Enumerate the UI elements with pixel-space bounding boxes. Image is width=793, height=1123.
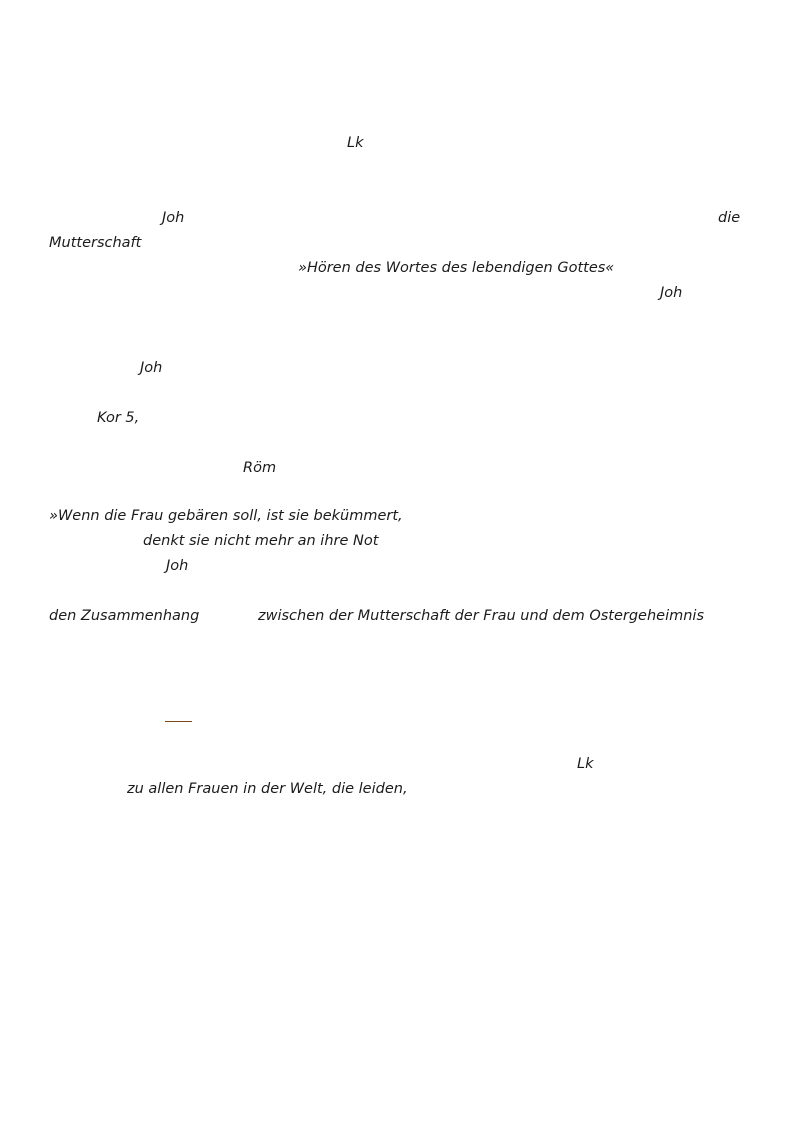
emphasis-zusammenhang: den Zusammenhang xyxy=(49,608,200,624)
citation-lk-1: Lk xyxy=(347,135,364,151)
emphasis-die: die xyxy=(718,210,741,226)
emphasis-mutterschaft-ostergeheimnis: zwischen der Mutterschaft der Frau und dem Ostergeheimnis xyxy=(258,608,705,624)
citation-joh-2: Joh xyxy=(660,285,683,301)
citation-joh-4: Joh xyxy=(166,558,189,574)
citation-roem: Röm xyxy=(243,460,277,476)
citation-joh-3: Joh xyxy=(140,360,163,376)
emphasis-mutterschaft: Mutterschaft xyxy=(49,235,142,251)
quote-hoeren-des-wortes: »Hören des Wortes des lebendigen Gottes« xyxy=(298,260,615,276)
citation-kor: Kor 5, xyxy=(97,410,140,426)
footnote-separator-line xyxy=(165,721,192,722)
quote-denkt-sie-nicht: denkt sie nicht mehr an ihre Not xyxy=(143,533,379,549)
citation-lk-2: Lk xyxy=(577,756,594,772)
quote-wenn-die-frau: »Wenn die Frau gebären soll, ist sie bekümmert, xyxy=(49,508,403,524)
emphasis-zu-allen-frauen: zu allen Frauen in der Welt, die leiden, xyxy=(127,781,408,797)
citation-joh-1: Joh xyxy=(162,210,185,226)
